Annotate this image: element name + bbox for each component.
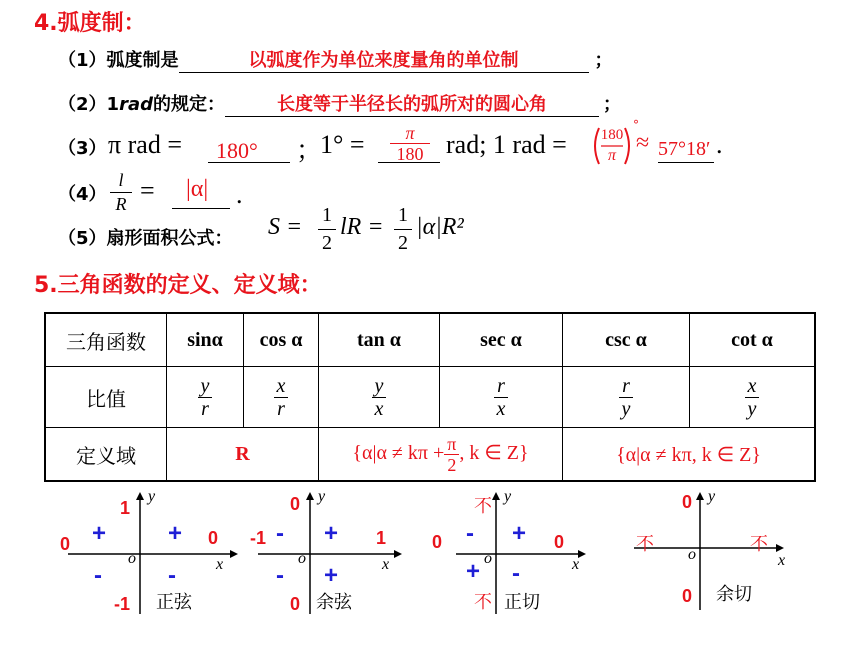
item-3-answer-3	[590, 118, 639, 168]
graph-name: 正切	[504, 592, 540, 613]
graph-right-label: 0	[554, 532, 565, 552]
item-3-label: （3）	[58, 138, 107, 159]
ratio-den: x	[374, 397, 384, 420]
table-ratio-cos	[244, 367, 319, 428]
item-3-approx: ≈	[636, 130, 650, 156]
table-ratio-sin	[167, 367, 244, 428]
item-3-blank-2	[378, 124, 440, 163]
domain-tan-sec-num: π	[444, 434, 459, 455]
table-domain-sin-cos: R	[167, 428, 319, 482]
item-2-label2: 的规定：	[152, 94, 225, 115]
item-2	[58, 90, 621, 117]
item-4-answer: |α|	[186, 176, 209, 202]
sign-graph-tangent	[428, 490, 618, 620]
item-3-degree-icon: °	[633, 118, 639, 132]
ratio-num: x	[274, 375, 289, 398]
item-2-label: （2）1	[58, 94, 120, 115]
graph-q4-sign: +	[324, 562, 339, 589]
item-2-rad: rad	[119, 94, 153, 115]
table-header-tan: tan α	[319, 313, 440, 367]
item-4-blank	[172, 174, 230, 209]
item-4-eq: =	[140, 176, 155, 205]
graph-bottom-label: 0	[682, 586, 693, 606]
graph-name: 余弦	[316, 592, 352, 613]
graph-right-label: 不	[750, 534, 768, 554]
graph-y-label: y	[504, 488, 512, 505]
graph-origin-label: o	[128, 550, 136, 567]
ratio-num: r	[494, 375, 509, 398]
item-3-rad-semi: rad; 1 rad =	[446, 130, 567, 159]
item-3-blank-1	[208, 132, 290, 163]
section-4-heading: 4.弧度制：	[34, 11, 146, 36]
graph-name: 正弦	[156, 592, 192, 613]
graph-q1-sign: +	[512, 520, 527, 547]
item-3-answer-1: 180°	[216, 138, 258, 163]
item-3-one-degree: 1° =	[320, 130, 365, 159]
item-5-lr: lR =	[340, 214, 384, 240]
graph-origin-label: o	[484, 550, 492, 567]
sign-graph-cotangent	[620, 490, 810, 620]
graph-q4-sign: -	[512, 560, 520, 587]
item-2-tail: ；	[602, 94, 621, 115]
item-2-answer: 长度等于半径长的弧所对的圆心角	[225, 90, 599, 117]
table-ratio-csc	[563, 367, 690, 428]
item-4-frac-bar	[110, 192, 132, 193]
ratio-num: x	[745, 375, 760, 398]
item-3-answer-2-num: π	[405, 123, 415, 143]
graph-q4-sign: -	[168, 562, 176, 589]
graph-left-label: -1	[250, 528, 267, 548]
table-ratio-tan	[319, 367, 440, 428]
graph-q3-sign: -	[94, 562, 102, 589]
table-header-csc: csc α	[563, 313, 690, 367]
ratio-den: y	[621, 397, 631, 420]
graph-x-label: x	[216, 556, 224, 573]
table-header-cot: cot α	[690, 313, 816, 367]
table-row-domain	[45, 428, 815, 482]
graph-top-label: 0	[682, 492, 693, 512]
item-4-end: .	[236, 180, 243, 209]
item-1-answer: 以弧度作为单位来度量角的单位制	[179, 46, 589, 73]
graph-bottom-label: 0	[290, 594, 301, 614]
graph-name: 余切	[716, 584, 752, 605]
trig-function-table	[44, 312, 816, 482]
item-3-answer-4: 57°18′	[658, 138, 711, 160]
item-5-half-2-bar	[394, 229, 412, 230]
item-1-tail: ；	[594, 50, 613, 71]
sign-graph-sine	[58, 490, 248, 620]
graph-left-label: 不	[636, 534, 654, 554]
graph-top-label: 不	[474, 496, 492, 516]
item-5-s: S =	[268, 214, 303, 240]
graph-bottom-label: 不	[474, 592, 492, 612]
table-header-sin: sinα	[167, 313, 244, 367]
axes-icon	[58, 490, 248, 620]
table-domain-csc-cot: {α|α ≠ kπ, k ∈ Z}	[563, 428, 816, 482]
graph-origin-label: o	[298, 550, 306, 567]
domain-tan-sec-a: {α|α ≠ kπ +	[352, 441, 445, 464]
ratio-den: x	[496, 397, 506, 420]
table-ratio-cot	[690, 367, 816, 428]
item-5-alpha-r2: |α|R²	[416, 214, 464, 240]
graph-q2-sign: +	[92, 520, 107, 547]
graph-y-label: y	[708, 488, 716, 505]
graph-x-label: x	[382, 556, 390, 573]
ratio-den: y	[747, 397, 757, 420]
ratio-num: y	[372, 375, 387, 398]
item-3-answer-3-den: π	[607, 147, 616, 164]
graph-left-label: 0	[432, 532, 443, 552]
item-3-answer-2-den: 180	[396, 144, 424, 164]
item-1	[58, 46, 613, 73]
table-header-cell: 三角函数	[45, 313, 167, 367]
domain-tan-sec-den: 2	[447, 454, 457, 475]
item-1-label: （1）弧度制是	[58, 50, 179, 71]
item-4-frac-num: l	[118, 170, 124, 190]
graph-right-label: 0	[208, 528, 219, 548]
ratio-num: r	[619, 375, 634, 398]
item-3-pi-rad: π rad =	[108, 130, 182, 159]
graph-left-label: 0	[60, 534, 71, 554]
table-domain-tan-sec	[319, 428, 563, 482]
item-5-half-2-num: 1	[398, 204, 408, 226]
table-header-cos: cos α	[244, 313, 319, 367]
graph-q2-sign: -	[276, 520, 284, 547]
item-5-half-1-num: 1	[322, 204, 332, 226]
graph-y-label: y	[148, 488, 156, 505]
item-3-end: .	[716, 130, 723, 159]
ratio-den: r	[201, 397, 209, 420]
graph-q3-sign: +	[466, 558, 481, 585]
graph-q1-sign: +	[168, 520, 183, 547]
item-3-blank-4	[658, 132, 714, 163]
graph-top-label: 1	[120, 498, 131, 518]
item-5-half-1-bar	[318, 229, 336, 230]
graph-y-label: y	[318, 488, 326, 505]
graph-right-label: 1	[376, 528, 387, 548]
item-3-sep: ；	[296, 136, 323, 165]
item-5-half-1-den: 2	[322, 232, 332, 254]
table-ratio-sec	[440, 367, 563, 428]
table-row-ratio	[45, 367, 815, 428]
graph-x-label: x	[778, 552, 786, 569]
section-5-heading: 5.三角函数的定义、定义域：	[34, 273, 322, 298]
sign-graph-cosine	[248, 490, 438, 620]
ratio-den: r	[277, 397, 285, 420]
table-header-sec: sec α	[440, 313, 563, 367]
domain-tan-sec-b: , k ∈ Z}	[459, 441, 529, 464]
item-4-label: （4）	[58, 184, 107, 205]
graph-x-label: x	[572, 556, 580, 573]
graph-top-label: 0	[290, 494, 301, 514]
item-5-label: （5）扇形面积公式：	[58, 228, 233, 249]
table-domain-label: 定义域	[45, 428, 167, 482]
table-ratio-label: 比值	[45, 367, 167, 428]
graph-q1-sign: +	[324, 520, 339, 547]
graph-bottom-label: -1	[114, 594, 131, 614]
graph-origin-label: o	[688, 546, 696, 563]
item-3-answer-3-num: 180	[600, 127, 624, 143]
ratio-num: y	[198, 375, 213, 398]
item-4-frac-den: R	[115, 194, 127, 214]
item-5-half-2-den: 2	[398, 232, 408, 254]
graph-q3-sign: -	[276, 562, 284, 589]
graph-q2-sign: -	[466, 520, 474, 547]
table-row-header	[45, 313, 815, 367]
